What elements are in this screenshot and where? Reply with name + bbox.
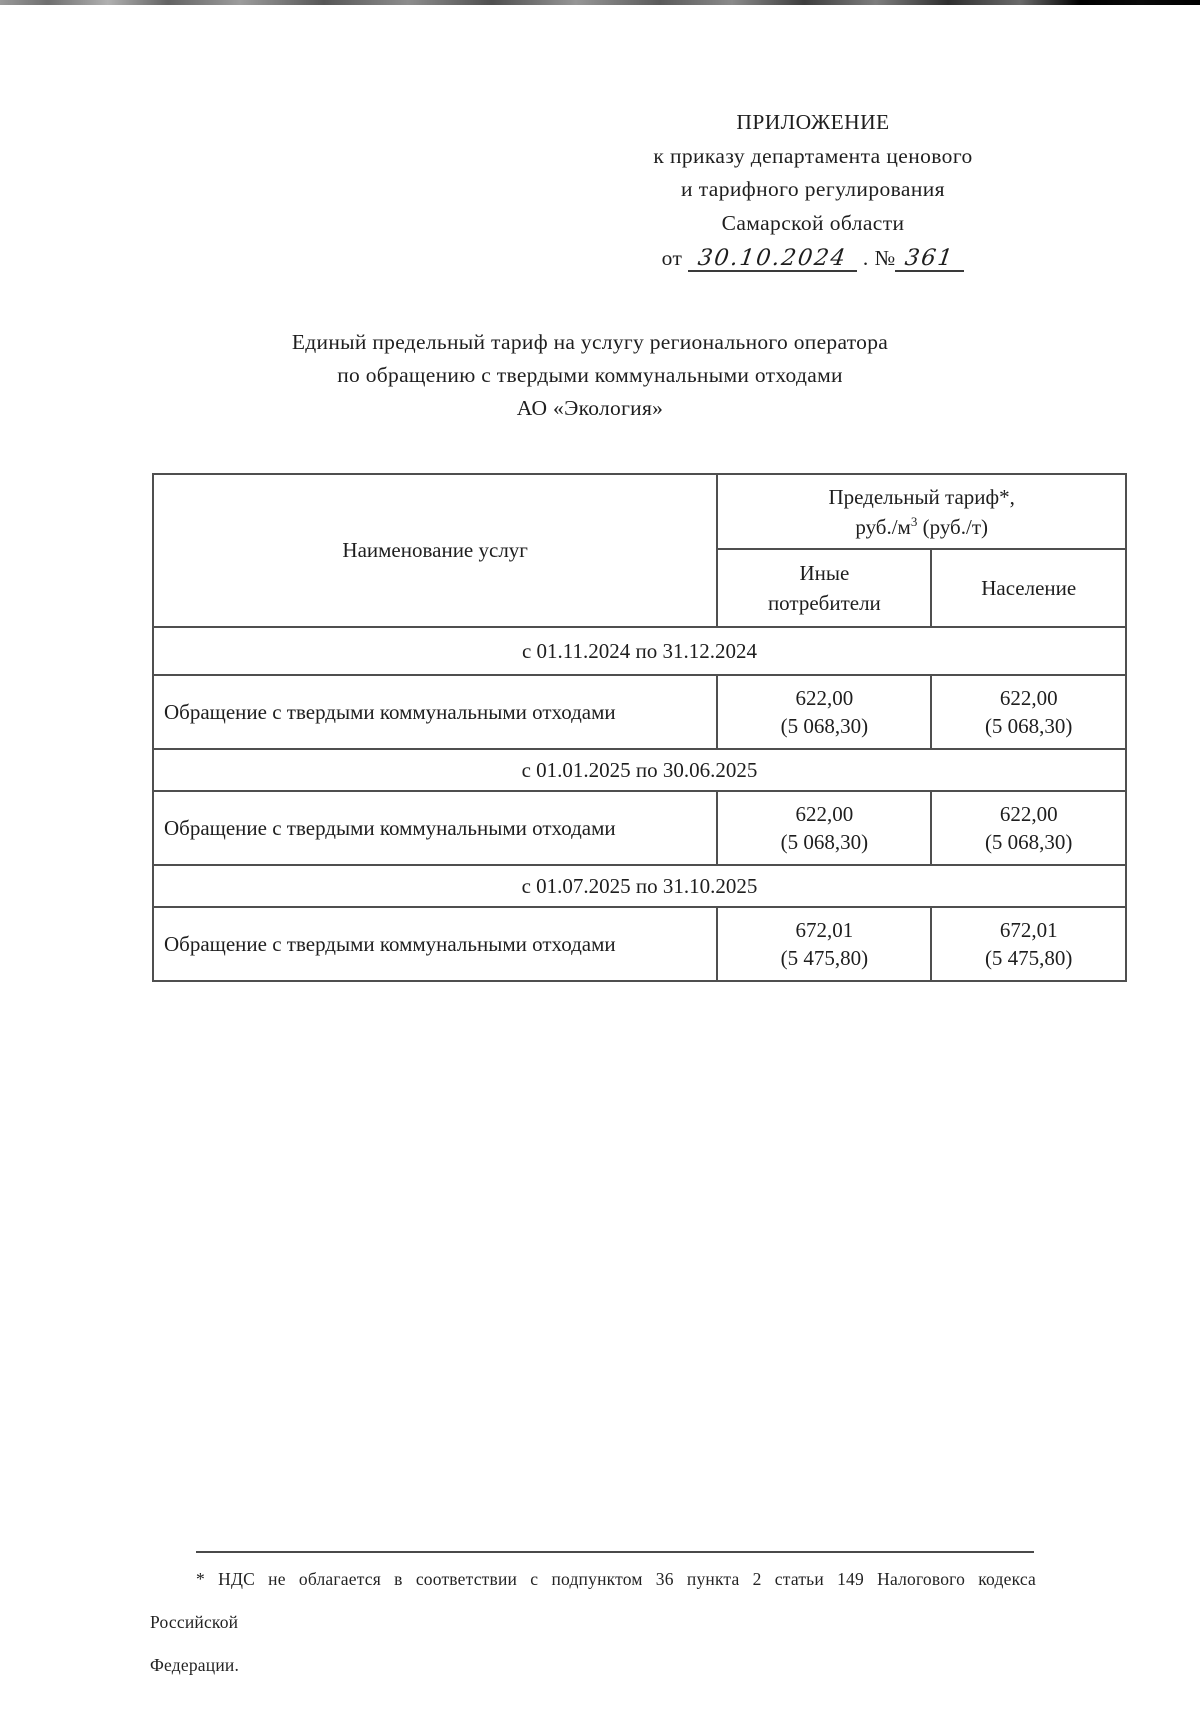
population-value-cell	[931, 907, 1126, 981]
service-name-cell: Обращение с твердыми коммунальными отходами	[153, 907, 717, 981]
tariff-table	[152, 473, 1127, 982]
from-label: от	[661, 246, 683, 270]
header-line-department: и тарифного регулирования	[681, 177, 945, 201]
service-name-cell: Обращение с твердыми коммунальными отходами	[153, 675, 717, 749]
document-title	[100, 326, 1080, 425]
population-value-cell	[931, 791, 1126, 865]
handwritten-date: 30.10.2024	[696, 245, 849, 271]
tariff-header-line-1: Предельный тариф*,	[828, 484, 1015, 509]
tariff-data-row	[153, 907, 1126, 981]
tariff-value-main: 622,00	[795, 686, 854, 710]
header-line-order: к приказу департамента ценового	[653, 143, 973, 168]
tariff-unit-prefix: руб./м	[855, 514, 911, 539]
other-consumers-value-cell	[717, 907, 931, 981]
tariff-value-main: 672,01	[795, 918, 854, 942]
other-consumers-value-cell	[717, 675, 931, 749]
title-line-1: Единый предельный тариф на услугу регионального оператора	[291, 330, 889, 354]
title-line-2: по обращению с твердыми коммунальными отходами	[337, 363, 843, 387]
date-dot: .	[862, 246, 869, 270]
tariff-data-row	[153, 791, 1126, 865]
tariff-value-main: 672,01	[999, 918, 1058, 942]
period-label: с 01.11.2024 по 31.12.2024	[153, 627, 1126, 675]
period-section-row	[153, 865, 1126, 907]
title-line-3: АО «Экология»	[516, 396, 664, 420]
scan-artifact-top-edge	[0, 0, 1200, 5]
footnote-line-1: * НДС не облагается в соответствии с подпунктом 36 пункта 2 статьи 149 Налогового кодекса Российской	[150, 1569, 1036, 1632]
tariff-header-line-2	[718, 512, 1125, 542]
number-underline	[895, 246, 964, 272]
date-underline	[688, 246, 857, 272]
period-section-row	[153, 627, 1126, 675]
tariff-value-paren: (5 068,30)	[780, 714, 869, 738]
order-date-number-line	[608, 242, 1018, 276]
column-header-other-consumers: Иные потребители	[717, 549, 931, 627]
tariff-value-paren: (5 068,30)	[780, 830, 869, 854]
tariff-value-main: 622,00	[999, 686, 1058, 710]
handwritten-number: 361	[903, 245, 957, 271]
footnote-separator-rule	[196, 1551, 1034, 1553]
column-header-service-name: Наименование услуг	[153, 474, 717, 627]
footnote-line-2: Федерации.	[150, 1655, 240, 1675]
population-value-cell	[931, 675, 1126, 749]
appendix-label: ПРИЛОЖЕНИЕ	[736, 110, 890, 134]
period-label: с 01.07.2025 по 31.10.2025	[153, 865, 1126, 907]
header-line-region: Самарской области	[721, 210, 905, 235]
period-label: с 01.01.2025 по 30.06.2025	[153, 749, 1126, 791]
tariff-data-row	[153, 675, 1126, 749]
service-name-cell: Обращение с твердыми коммунальными отходами	[153, 791, 717, 865]
tariff-unit-superscript: 3	[910, 513, 918, 529]
tariff-unit-suffix: (руб./т)	[917, 514, 988, 539]
tariff-value-main: 622,00	[795, 802, 854, 826]
tariff-value-paren: (5 068,30)	[984, 714, 1073, 738]
period-section-row	[153, 749, 1126, 791]
appendix-header-block	[608, 106, 1018, 276]
number-sign: №	[874, 246, 896, 270]
table-header-row-top	[153, 474, 1126, 549]
other-consumers-value-cell	[717, 791, 931, 865]
footnote	[150, 1558, 1036, 1687]
tariff-value-paren: (5 475,80)	[780, 946, 869, 970]
column-header-tariff	[717, 474, 1126, 549]
tariff-value-paren: (5 475,80)	[984, 946, 1073, 970]
column-header-population: Население	[931, 549, 1126, 627]
tariff-value-main: 622,00	[999, 802, 1058, 826]
tariff-value-paren: (5 068,30)	[984, 830, 1073, 854]
